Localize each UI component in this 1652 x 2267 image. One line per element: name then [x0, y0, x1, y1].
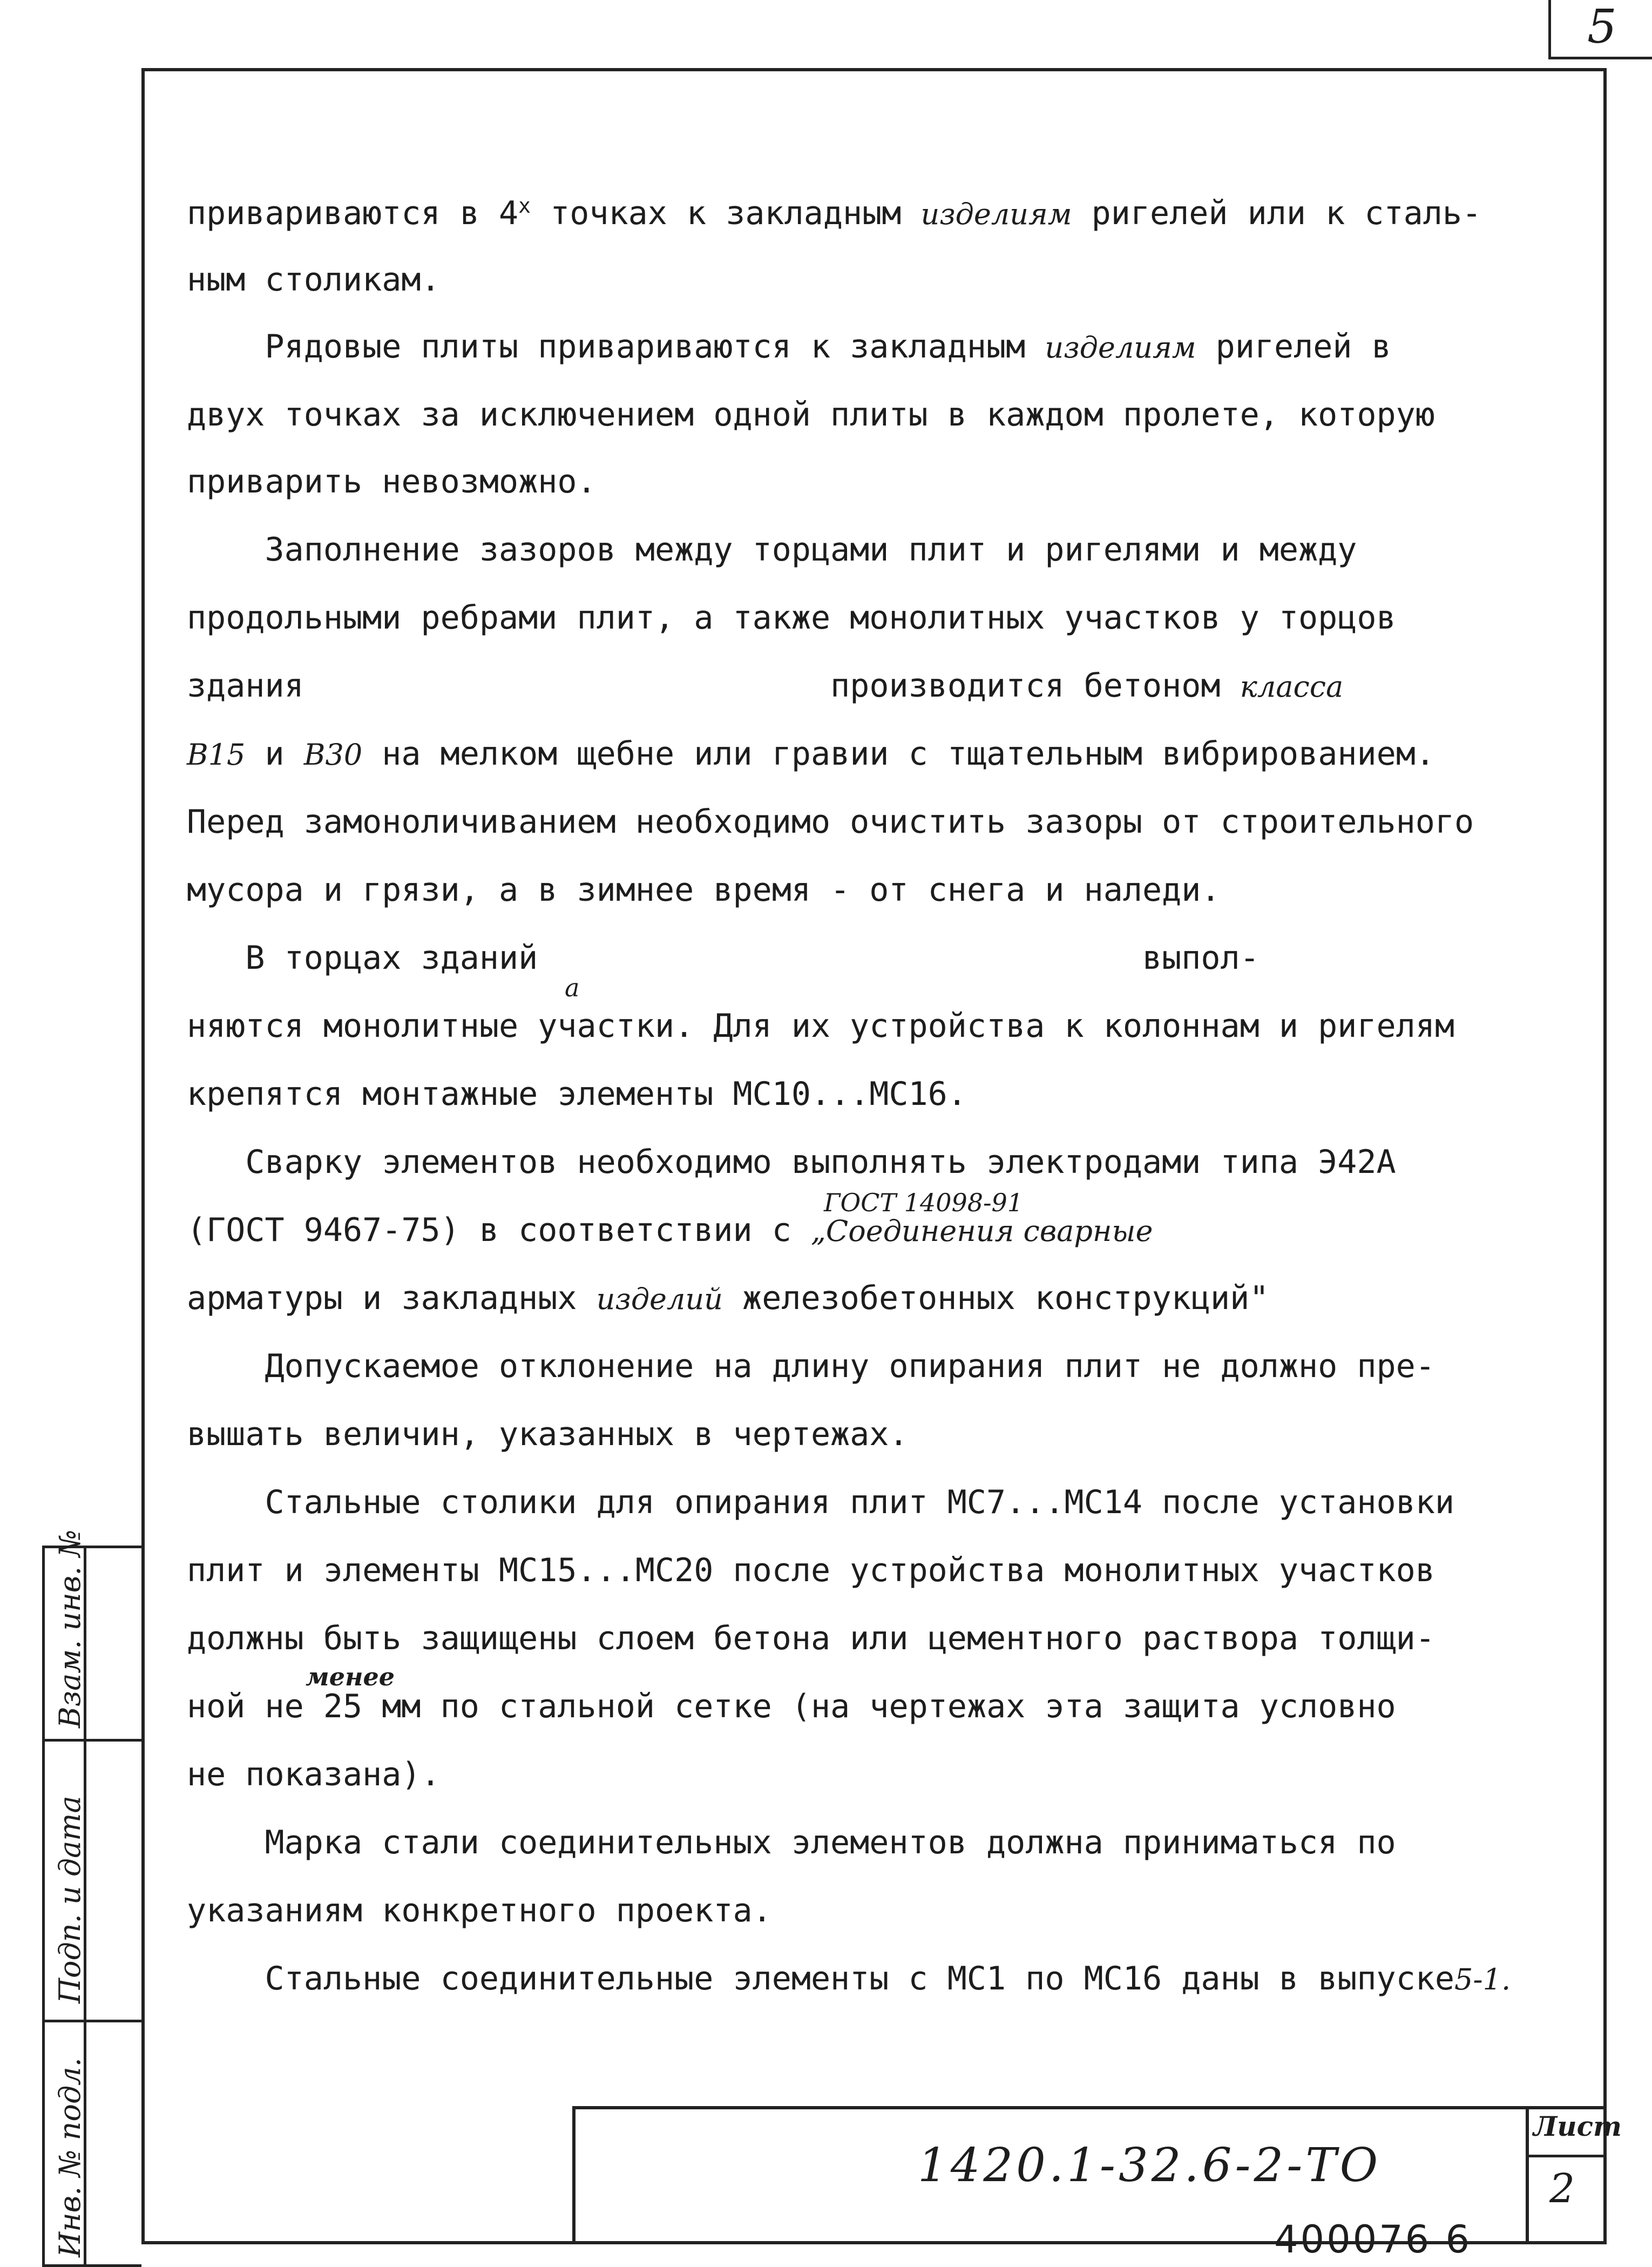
body-line-5: приварить невозможно.: [187, 463, 597, 501]
body-line-3: Рядовые плиты привариваются к закладным изделиям ригелей в: [187, 328, 1391, 366]
sheet-value: 2: [1549, 2165, 1575, 2212]
body-line-20: Стальные столики для опирания плит МС7...МС14 после установки: [187, 1483, 1454, 1521]
handwritten-gost-insert: ГОСТ 14098-91: [824, 1188, 1024, 1217]
body-line-23: ной не 25 мм по стальной сетке (на чертежах эта защита условно: [187, 1688, 1396, 1725]
body-line-19: вышать величин, указанных в чертежах.: [187, 1415, 909, 1453]
body-line-2: ным столикам.: [187, 261, 441, 299]
body-line-4: двух точках за исключением одной плиты в каждом пролете, которую: [187, 396, 1435, 434]
body-line-14: крепятся монтажные элементы МС10...МС16.: [187, 1075, 967, 1113]
sheet-cell-divider: [1526, 2155, 1607, 2157]
side-strip-label-signature-date: Подп. и дата: [53, 1796, 87, 2003]
archive-number: 400076 6: [1274, 2217, 1472, 2262]
body-line-6: Заполнение зазоров между торцами плит и ригелями и между: [187, 531, 1357, 569]
body-line-22: должны быть защищены слоем бетона или цементного раствора толщи-: [187, 1620, 1435, 1657]
body-line-11: мусора и грязи, а в зимнее время - от снега и наледи.: [187, 871, 1221, 909]
body-line-13: няются монолитные участки. Для их устройства к колоннам и ригелям: [187, 1007, 1454, 1045]
page-number: 5: [1587, 0, 1617, 54]
side-strip-label-replacement: Взам. инв. №: [53, 1529, 87, 1728]
body-line-12: В торцах зданий выпол-: [187, 939, 1260, 977]
body-line-26: указаниям конкретного проекта.: [187, 1892, 772, 1929]
document-code: 1420.1-32.6-2-ТО: [918, 2138, 1382, 2192]
handwritten-less-insert: менее: [306, 1662, 395, 1691]
body-line-25: Марка стали соединительных элементов должна приниматься по: [187, 1824, 1396, 1861]
body-line-17: арматуры и закладных изделий железобетонных конструкций": [187, 1279, 1269, 1317]
body-line-15: Сварку элементов необходимо выполнять электродами типа Э42А: [187, 1143, 1396, 1181]
body-line-18: Допускаемое отклонение на длину опирания плит не должно пре-: [187, 1347, 1435, 1385]
side-strip-divider: [42, 2020, 141, 2022]
sheet-label: Лист: [1533, 2110, 1622, 2142]
handwritten-letter-insert: а: [565, 973, 580, 1002]
body-line-7: продольными ребрами плит, а также монолитных участков у торцов: [187, 599, 1396, 637]
body-line-27: Стальные соединительные элементы с МС1 по МС16 даны в выпуске5-1.: [187, 1960, 1511, 1998]
side-strip-divider: [42, 1739, 141, 1742]
body-line-9: В15 и В30 на мелком щебне или гравии с тщательным вибрированием.: [187, 735, 1435, 773]
body-line-8: здания производится бетоном класса: [187, 667, 1344, 705]
body-line-24: не показана).: [187, 1756, 441, 1793]
body-line-1: приваривaются в $4^х$ точках к закладным изделиям ригелей или к сталь-: [187, 194, 1482, 232]
body-line-21: плит и элементы МС15...МС20 после устройства монолитных участков: [187, 1551, 1435, 1589]
side-strip-label-inventory: Инв. № подл.: [53, 2057, 87, 2257]
body-line-16: (ГОСТ 9467-75) в соответствии с „Соединения сварные: [187, 1211, 1153, 1249]
body-line-10: Перед замоноличиванием необходимо очистить зазоры от строительного: [187, 803, 1474, 841]
